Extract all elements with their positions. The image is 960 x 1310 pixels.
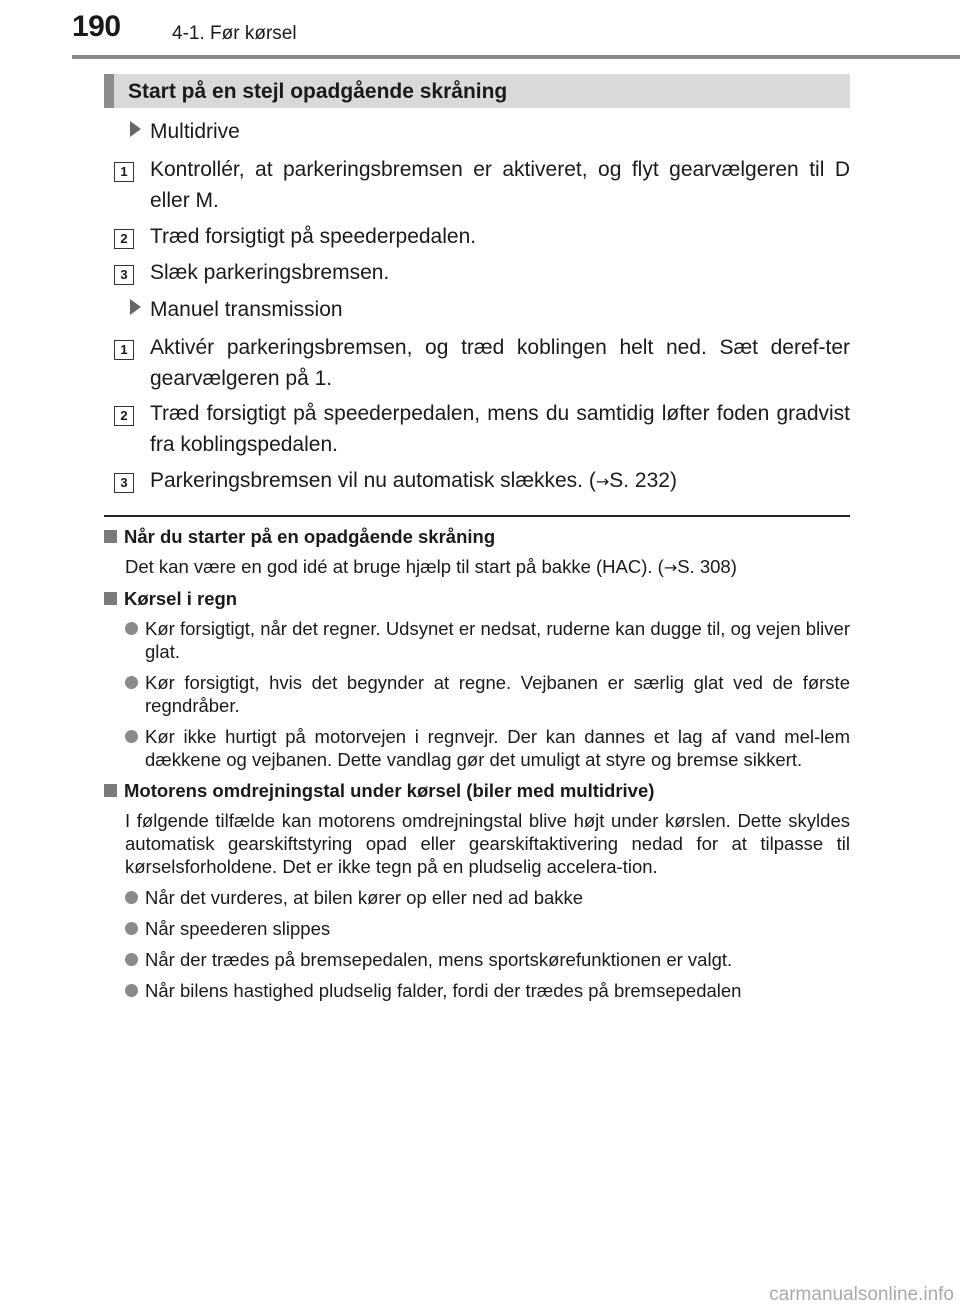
multidrive-heading	[114, 116, 850, 147]
page-reference: S. 308)	[677, 556, 737, 577]
step-item	[114, 332, 850, 394]
step-text: Aktivér parkeringsbremsen, og træd koblingen helt ned. Sæt deref-ter gearvælgeren på 1.	[150, 336, 850, 390]
watermark: carmanualsonline.info	[769, 1284, 954, 1305]
step-item	[114, 154, 850, 216]
step-number-badge: 1	[114, 162, 134, 182]
header-rule	[72, 55, 960, 59]
list-item: Kør forsigtigt, hvis det begynder at regne. Vejbanen er særlig glat ved de første regndråber.	[104, 671, 850, 717]
square-bullet-icon	[104, 530, 117, 543]
step-text: Træd forsigtigt på speederpedalen, mens du samtidig løfter foden gradvist fra koblingspedalen.	[150, 402, 850, 456]
note-heading-hill: Når du starter på en opadgående skråning	[104, 525, 850, 548]
note-body-hill: Det kan være en god idé at bruge hjælp til start på bakke (HAC). (→S. 308)	[125, 556, 737, 577]
circle-bullet-icon	[125, 730, 138, 743]
section-title-bar	[104, 74, 850, 108]
step-item	[114, 465, 850, 497]
step-item	[114, 257, 850, 288]
list-item: Når bilens hastighed pludselig falder, fordi der trædes på bremsepedalen	[104, 979, 850, 1002]
note-heading-rpm: Motorens omdrejningstal under kørsel (biler med multidrive)	[104, 779, 850, 802]
note-body-rpm: I følgende tilfælde kan motorens omdrejningstal blive højt under kørslen. Dette skyldes automatisk gearskiftstyring opad eller gearskiftaktivering nedad for at tilpasse til kørselsforholdene. Det er ikke tegn på en pludselig accelera-tion.	[125, 810, 850, 877]
triangle-bullet-icon	[130, 121, 141, 137]
manual-heading-text: Manuel transmission	[150, 298, 343, 321]
step-text: Slæk parkeringsbremsen.	[150, 261, 390, 284]
multidrive-heading-text: Multidrive	[150, 120, 240, 143]
arrow-right-icon: →	[595, 472, 610, 491]
list-item: Kør forsigtigt, når det regner. Udsynet er nedsat, ruderne kan dugge til, og vejen bliver glat.	[104, 617, 850, 663]
list-item: Når der trædes på bremsepedalen, mens sportskørefunktionen er valgt.	[104, 948, 850, 971]
step-number-badge: 2	[114, 229, 134, 249]
circle-bullet-icon	[125, 984, 138, 997]
list-item: Når det vurderes, at bilen kører op eller ned ad bakke	[104, 886, 850, 909]
arrow-right-icon: →	[663, 558, 678, 577]
page-header	[0, 0, 960, 60]
step-text-before: Parkeringsbremsen vil nu automatisk slækkes. (	[150, 469, 596, 492]
step-number-badge: 3	[114, 473, 134, 493]
manual-procedure	[114, 294, 850, 325]
multidrive-procedure	[114, 116, 850, 147]
square-bullet-icon	[104, 784, 117, 797]
circle-bullet-icon	[125, 922, 138, 935]
circle-bullet-icon	[125, 891, 138, 904]
page-reference: S. 232)	[609, 469, 677, 492]
step-number-badge: 3	[114, 265, 134, 285]
notes-section	[104, 525, 850, 1010]
section-title: Start på en stejl opadgående skråning	[128, 80, 508, 103]
circle-bullet-icon	[125, 676, 138, 689]
manual-heading	[114, 294, 850, 325]
step-item	[114, 398, 850, 460]
step-item	[114, 221, 850, 252]
step-number-badge: 1	[114, 340, 134, 360]
step-text: Træd forsigtigt på speederpedalen.	[150, 225, 477, 248]
step-number-badge: 2	[114, 406, 134, 426]
circle-bullet-icon	[125, 622, 138, 635]
circle-bullet-icon	[125, 953, 138, 966]
chapter-title: 4-1. Før kørsel	[172, 23, 297, 44]
list-item: Kør ikke hurtigt på motorvejen i regnvejr. Der kan dannes et lag af vand mel-lem dækkene og vejbanen. Dette vandlag gør det umuligt at styre og bremse sikkert.	[104, 725, 850, 771]
step-text: Kontrollér, at parkeringsbremsen er aktiveret, og flyt gearvælgeren til D eller M.	[150, 158, 850, 212]
triangle-bullet-icon	[130, 299, 141, 315]
section-divider	[104, 515, 850, 517]
page-number: 190	[72, 10, 121, 43]
list-item: Når speederen slippes	[104, 917, 850, 940]
square-bullet-icon	[104, 592, 117, 605]
note-heading-rain: Kørsel i regn	[104, 587, 850, 610]
